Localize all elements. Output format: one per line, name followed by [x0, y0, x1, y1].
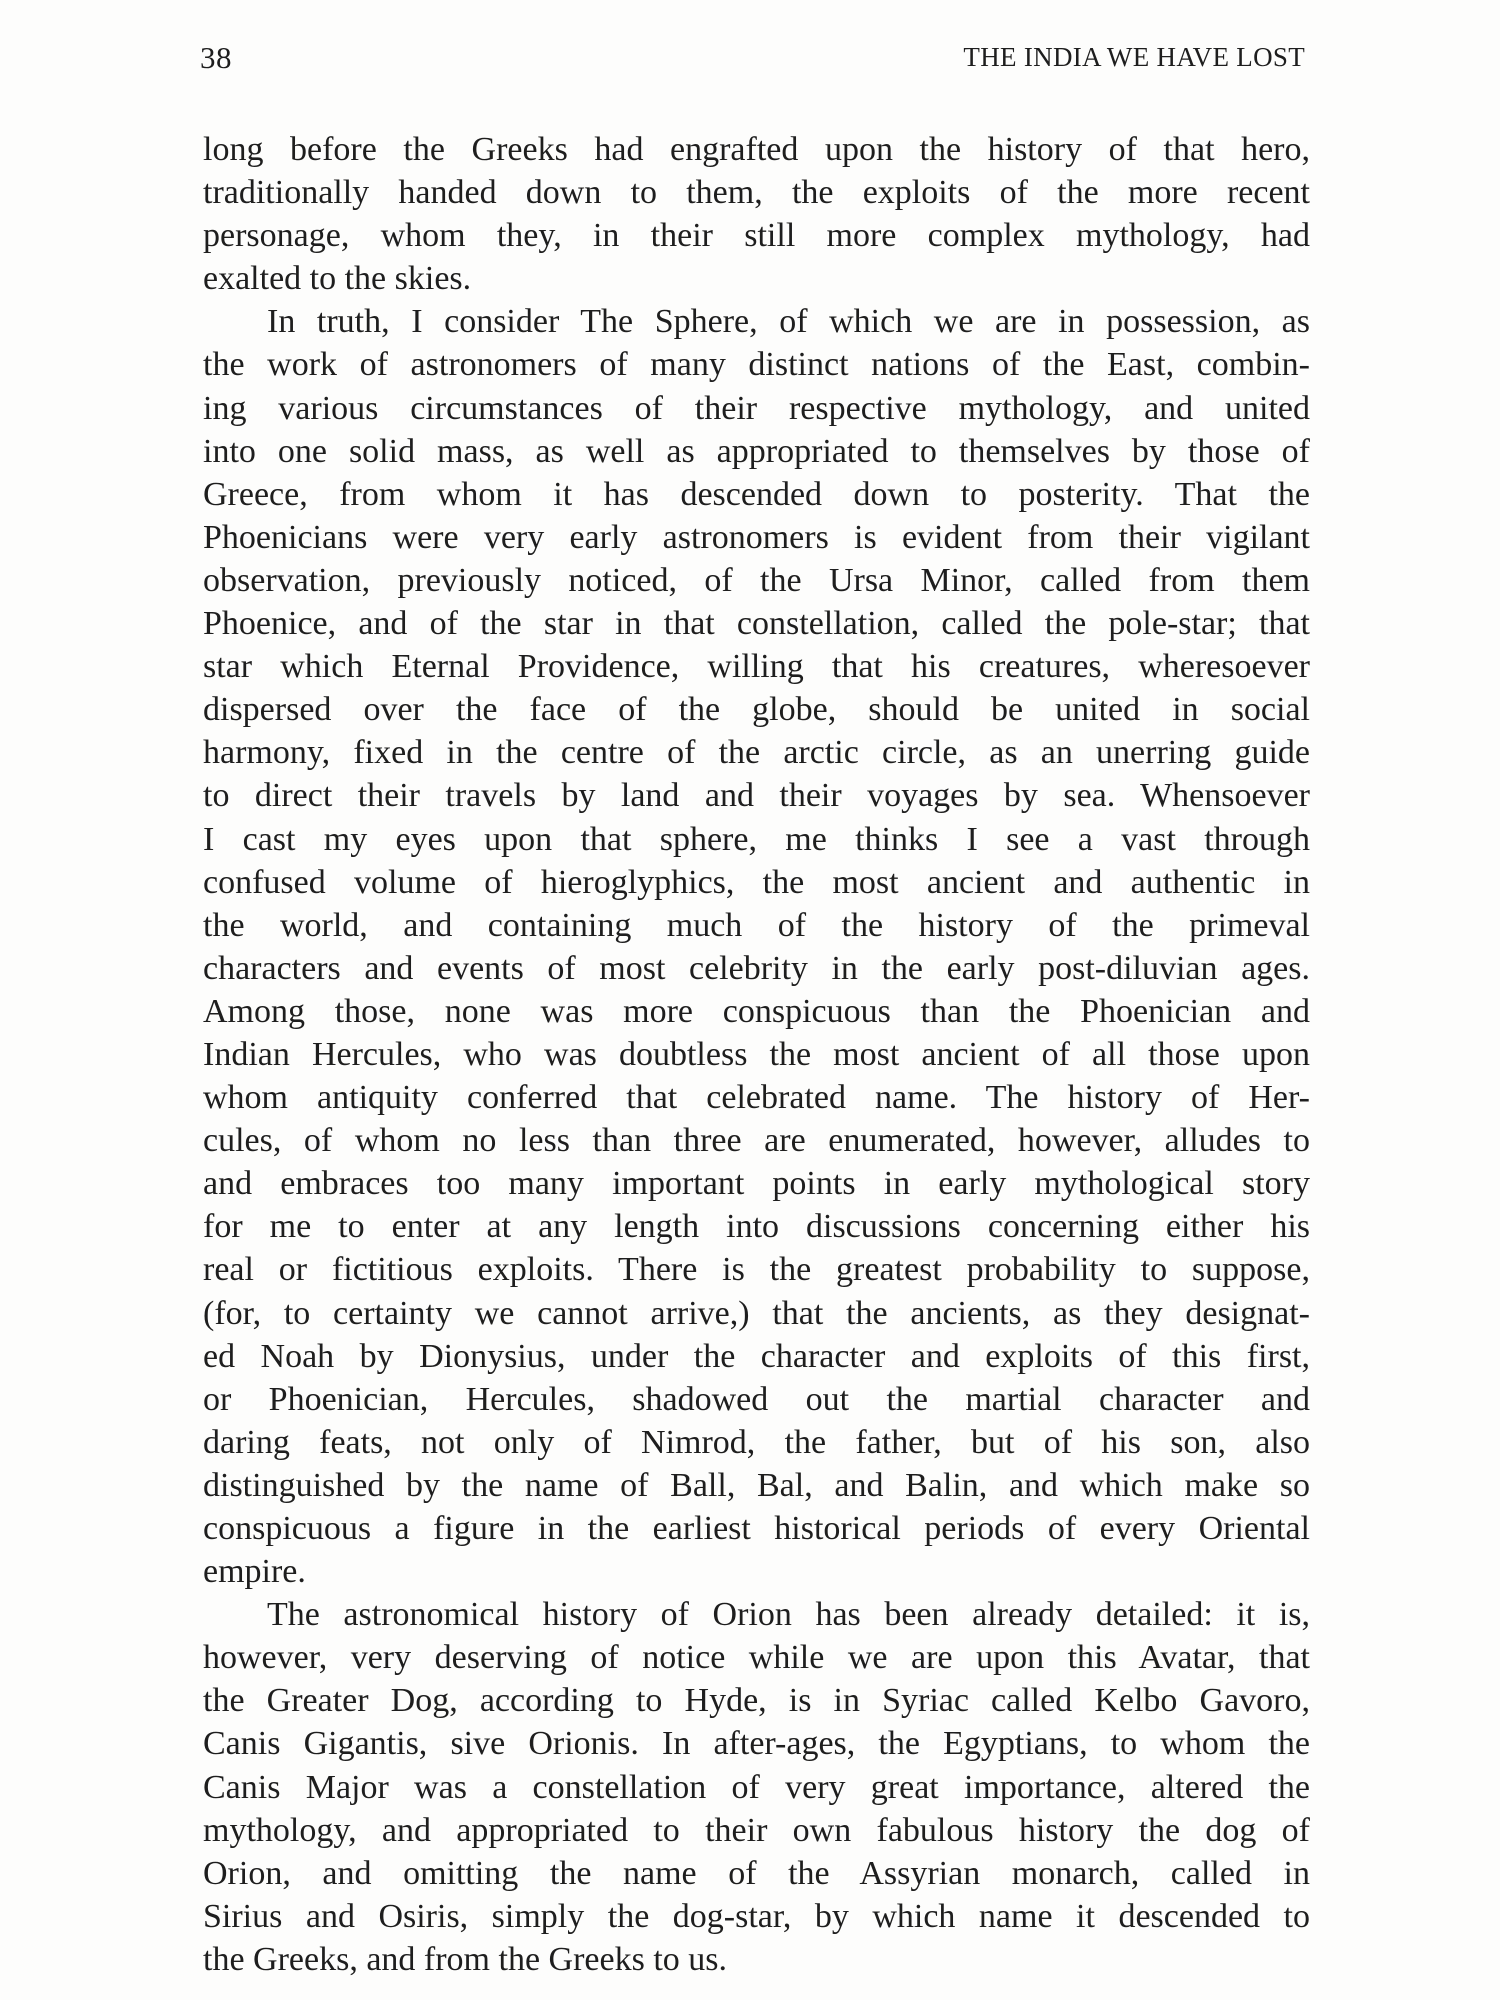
page-number: 38 — [200, 40, 232, 75]
text-line: traditionally handed down to them, the exploits of the more recent — [203, 174, 1310, 212]
text-line: or Phoenician, Hercules, shadowed out the martial character and — [203, 1380, 1310, 1418]
text-line: the Greeks, and from the Greeks to us. — [203, 1940, 728, 1978]
paragraph — [203, 128, 1310, 300]
text-line: The astronomical history of Orion has been already detailed: it is, — [267, 1596, 1310, 1634]
text-line: (for, to certainty we cannot arrive,) that the ancients, as they designat- — [203, 1294, 1310, 1332]
text-line: Orion, and omitting the name of the Assyrian monarch, called in — [203, 1854, 1310, 1892]
running-head: THE INDIA WE HAVE LOST — [963, 42, 1305, 72]
text-line: and embraces too many important points in early mythological story — [203, 1165, 1310, 1203]
text-line: Indian Hercules, who was doubtless the most ancient of all those upon — [203, 1035, 1310, 1073]
text-line: the world, and containing much of the history of the primeval — [203, 906, 1310, 944]
text-line: harmony, fixed in the centre of the arctic circle, as an unerring guide — [203, 734, 1310, 772]
text-line: personage, whom they, in their still more complex mythology, had — [203, 217, 1310, 255]
text-line: distinguished by the name of Ball, Bal, and Balin, and which make so — [203, 1466, 1310, 1504]
body-text — [203, 128, 1310, 1981]
text-line: to direct their travels by land and their voyages by sea. Whensoever — [203, 777, 1310, 815]
text-line: daring feats, not only of Nimrod, the father, but of his son, also — [203, 1423, 1310, 1461]
text-line: Among those, none was more conspicuous than the Phoenician and — [203, 992, 1310, 1030]
text-line: exalted to the skies. — [203, 260, 472, 298]
text-line: confused volume of hieroglyphics, the most ancient and authentic in — [203, 863, 1310, 901]
text-line: Greece, from whom it has descended down to posterity. That the — [203, 475, 1310, 513]
text-line: Canis Gigantis, sive Orionis. In after-ages, the Egyptians, to whom the — [203, 1725, 1310, 1763]
page-header — [200, 40, 1305, 80]
text-line: empire. — [203, 1553, 306, 1591]
text-line: mythology, and appropriated to their own fabulous history the dog of — [203, 1811, 1310, 1849]
text-line: the work of astronomers of many distinct nations of the East, combin- — [203, 346, 1310, 384]
paragraph — [203, 1593, 1310, 1981]
text-line: conspicuous a figure in the earliest historical periods of every Oriental — [203, 1510, 1310, 1547]
text-line: into one solid mass, as well as appropriated to themselves by those of — [203, 432, 1310, 470]
text-line: dispersed over the face of the globe, should be united in social — [203, 691, 1310, 729]
text-line: cules, of whom no less than three are enumerated, however, alludes to — [203, 1122, 1310, 1160]
text-line: whom antiquity conferred that celebrated name. The history of Her- — [203, 1079, 1310, 1117]
text-line: I cast my eyes upon that sphere, me thinks I see a vast through — [203, 820, 1310, 858]
text-line: Sirius and Osiris, simply the dog-star, by which name it descended to — [203, 1897, 1310, 1935]
text-line: the Greater Dog, according to Hyde, is in Syriac called Kelbo Gavoro, — [203, 1682, 1310, 1720]
text-line: for me to enter at any length into discussions concerning either his — [203, 1208, 1310, 1246]
text-line: long before the Greeks had engrafted upon the history of that hero, — [203, 131, 1310, 168]
text-line: ing various circumstances of their respective mythology, and united — [203, 389, 1310, 427]
text-line: characters and events of most celebrity in the early post-diluvian ages. — [203, 949, 1310, 987]
text-line: Canis Major was a constellation of very great importance, altered the — [203, 1768, 1310, 1806]
text-line: ed Noah by Dionysius, under the character and exploits of this first, — [203, 1337, 1310, 1375]
text-line: Phoenicians were very early astronomers is evident from their vigilant — [203, 518, 1310, 556]
paragraph — [203, 300, 1310, 1593]
text-line: Phoenice, and of the star in that constellation, called the pole-star; that — [203, 605, 1310, 643]
text-line: observation, previously noticed, of the Ursa Minor, called from them — [203, 561, 1310, 599]
text-line: star which Eternal Providence, willing that his creatures, wheresoever — [203, 648, 1310, 686]
text-line: In truth, I consider The Sphere, of which we are in possession, as — [267, 303, 1310, 341]
text-line: real or fictitious exploits. There is the greatest probability to suppose, — [203, 1251, 1310, 1289]
text-line: however, very deserving of notice while we are upon this Avatar, that — [203, 1639, 1310, 1677]
